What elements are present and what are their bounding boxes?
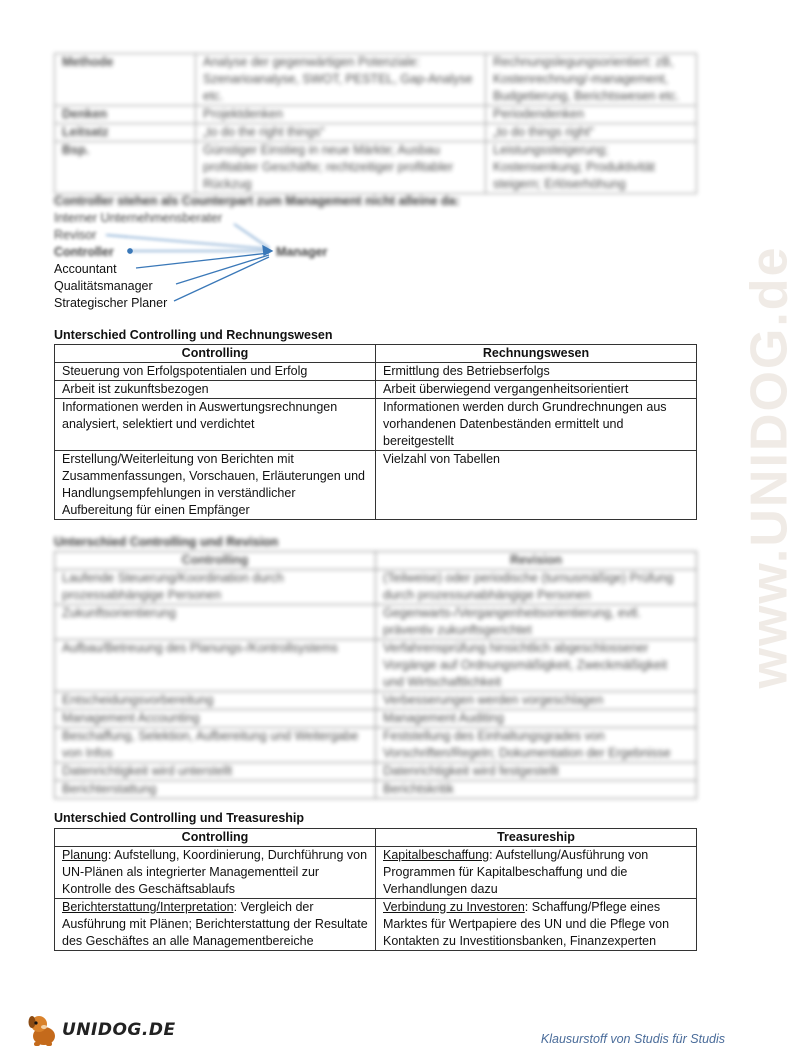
table-cell: Arbeit ist zukunftsbezogen: [55, 381, 376, 399]
table-cell: Verfahrensprüfung hinsichtlich abgeschlossener Vorgänge auf Ordnungsmäßigkeit, Zweckmäßigkeit und Wirtschaftlichkeit: [376, 640, 697, 692]
table-row: [55, 605, 697, 640]
table-cell: Informationen werden durch Grundrechnungen aus vorhandenen Datenbeständen ermittelt und bereitgestellt: [376, 399, 697, 451]
counterpart-heading: Controller stehen als Counterpart zum Management nicht alleine da:: [54, 194, 460, 208]
section-title-treasureship: Unterschied Controlling und Treasureship: [54, 811, 305, 825]
table-cell: Informationen werden in Auswertungsrechnungen analysiert, selektiert und verdichtet: [55, 399, 376, 451]
term: Kapitalbeschaffung: [383, 848, 490, 862]
row-label: Bsp.: [55, 142, 196, 194]
table-cell: Datenrichtigkeit wird festgestellt: [376, 763, 697, 781]
table-cell: Ermittlung des Betriebserfolgs: [376, 363, 697, 381]
connector-dot: [128, 249, 132, 253]
table-cell: Management Auditing: [376, 710, 697, 728]
table-row: [55, 363, 697, 381]
table-cell: Entscheidungsvorbereitung: [55, 692, 376, 710]
table-cell: Laufende Steuerung/Koordination durch prozessabhängige Personen: [55, 570, 376, 605]
table-row: [55, 640, 697, 692]
table-cell: Management Accounting: [55, 710, 376, 728]
connector-line: [174, 257, 269, 301]
table-cell: Analyse der gegenwärtigen Potenziale: Szenarioanalyse, SWOT, PESTEL, Gap-Analyse etc.: [196, 54, 486, 106]
row-label: Leitsatz: [55, 124, 196, 142]
table-row: [55, 106, 697, 124]
table-row: [55, 399, 697, 451]
dog-logo-icon: [24, 1012, 64, 1048]
table-cell: Feststellung des Einhaltungsgrades von Vorschriften/Regeln; Dokumentation der Ergebnisse: [376, 728, 697, 763]
cell-text: : Aufstellung, Koordinierung, Durchführung von UN-Plänen als integrierter Managementteil zur Kontrolle des Geschäftsablaufs: [62, 848, 368, 896]
table-header-row: [55, 345, 697, 363]
term: Verbindung zu Investoren: [383, 900, 525, 914]
table-cell: Projektdenken: [196, 106, 486, 124]
counterpart-item: Accountant: [54, 262, 117, 276]
section-title-rechnungswesen: Unterschied Controlling und Rechnungswesen: [54, 328, 333, 342]
cell-text: : Vergleich der Ausführung mit Plänen; Berichterstattung der Resultate des Geschäftes an alle Managementbereiche: [62, 900, 368, 948]
cell-text: : Aufstellung/Ausführung von Programmen für Kapitalbeschaffung und die Verhandlungen dazu: [383, 848, 649, 896]
table-row: [55, 899, 697, 951]
footer-tagline: Klausurstoff von Studis für Studis: [540, 1032, 725, 1046]
table-cell: (Teilweise) oder periodische (turnusmäßige) Prüfung durch prozessunabhängige Personen: [376, 570, 697, 605]
manager-label: Manager: [276, 245, 328, 259]
table-controlling-rechnungswesen: [54, 344, 697, 520]
table-row: [55, 692, 697, 710]
term: Planung: [62, 848, 108, 862]
table-cell: Datenrichtigkeit wird unterstellt: [55, 763, 376, 781]
section-title-revision: Unterschied Controlling und Revision: [54, 535, 279, 549]
column-header: Revision: [376, 552, 697, 570]
counterpart-item: Interner Unternehmensberater: [54, 211, 223, 225]
table-row: [55, 142, 697, 194]
table-cell: Günstiger Einstieg in neue Märkte; Ausbau profitabler Geschäfte; rechtzeitiger profitabler Rückzug: [196, 142, 486, 194]
counterpart-section: [54, 193, 460, 312]
counterpart-item: Qualitätsmanager: [54, 279, 153, 293]
column-header: Controlling: [55, 552, 376, 570]
table-cell: Rechnungslegungsorientiert: zB, Kostenrechnung/-management, Budgetierung, Berichtswesen etc.: [486, 54, 697, 106]
connector-line: [106, 235, 269, 249]
table-cell: Leistungssteigerung; Kostensenkung; Produktivität steigern; Erlöserhöhung: [486, 142, 697, 194]
table-cell: „to do the right things“: [196, 124, 486, 142]
table-cell: Zukunftsorientierung: [55, 605, 376, 640]
column-header: Treasureship: [376, 829, 697, 847]
table-cell: Gegenwarts-/Vergangenheitsorientierung, evtl. präventiv zukunftsgerichtet: [376, 605, 697, 640]
table-cell: Berichtskritik: [376, 781, 697, 799]
table-row: [55, 124, 697, 142]
table-header-row: [55, 829, 697, 847]
table-header-row: [55, 552, 697, 570]
counterpart-item: Strategischer Planer: [54, 296, 168, 310]
table-cell: Arbeit überwiegend vergangenheitsorientiert: [376, 381, 697, 399]
table-cell: [55, 847, 376, 899]
table-cell: [376, 847, 697, 899]
cell-text: : Schaffung/Pflege eines Marktes für Wertpapiere des UN und die Pflege von Kontakten zu Investitionsbanken, Finanzexperten: [383, 900, 670, 948]
table-controlling-revision: [54, 551, 697, 799]
table-cell: [376, 899, 697, 951]
row-label: Denken: [55, 106, 196, 124]
watermark: www.UNIDOG.de: [740, 245, 799, 689]
table-row: [55, 763, 697, 781]
counterpart-item: Revisor: [54, 228, 97, 242]
table-cell: „to do things right“: [486, 124, 697, 142]
term: Berichterstattung/Interpretation: [62, 900, 234, 914]
table-row: [55, 781, 697, 799]
table-cell: [55, 899, 376, 951]
table-controlling-treasureship: [54, 828, 697, 951]
footer-logo[interactable]: [24, 1012, 176, 1048]
table-row: [55, 847, 697, 899]
table-cell: Erstellung/Weiterleitung von Berichten mit Zusammenfassungen, Vorschauen, Erläuterungen und Handlungsempfehlungen in verständlicher Aufbereitung für einen Empfänger: [55, 451, 376, 520]
counterpart-item: Controller: [54, 245, 114, 259]
table-row: [55, 570, 697, 605]
table-cell: Periodendenken: [486, 106, 697, 124]
column-header: Rechnungswesen: [376, 345, 697, 363]
row-label: Methode: [55, 54, 196, 106]
table-cell: Beschaffung, Selektion, Aufbereitung und Weitergabe von Infos: [55, 728, 376, 763]
column-header: Controlling: [55, 829, 376, 847]
table-row: [55, 728, 697, 763]
manager-connection-diagram: [54, 193, 460, 313]
table-cell: Steuerung von Erfolgspotentialen und Erfolg: [55, 363, 376, 381]
column-header: Controlling: [55, 345, 376, 363]
table-cell: Aufbau/Betreuung des Planungs-/Kontrollsystems: [55, 640, 376, 692]
table-row: [55, 54, 697, 106]
connector-line: [176, 255, 269, 284]
table-row: [55, 381, 697, 399]
table-row: [55, 451, 697, 520]
connector-line: [234, 224, 269, 248]
table-cell: Berichterstattung: [55, 781, 376, 799]
logo-text: UNIDOG.DE: [62, 1020, 176, 1040]
table-cell: Vielzahl von Tabellen: [376, 451, 697, 520]
table-row: [55, 710, 697, 728]
table-cell: Verbesserungen werden vorgeschlagen: [376, 692, 697, 710]
method-table: [54, 53, 697, 194]
